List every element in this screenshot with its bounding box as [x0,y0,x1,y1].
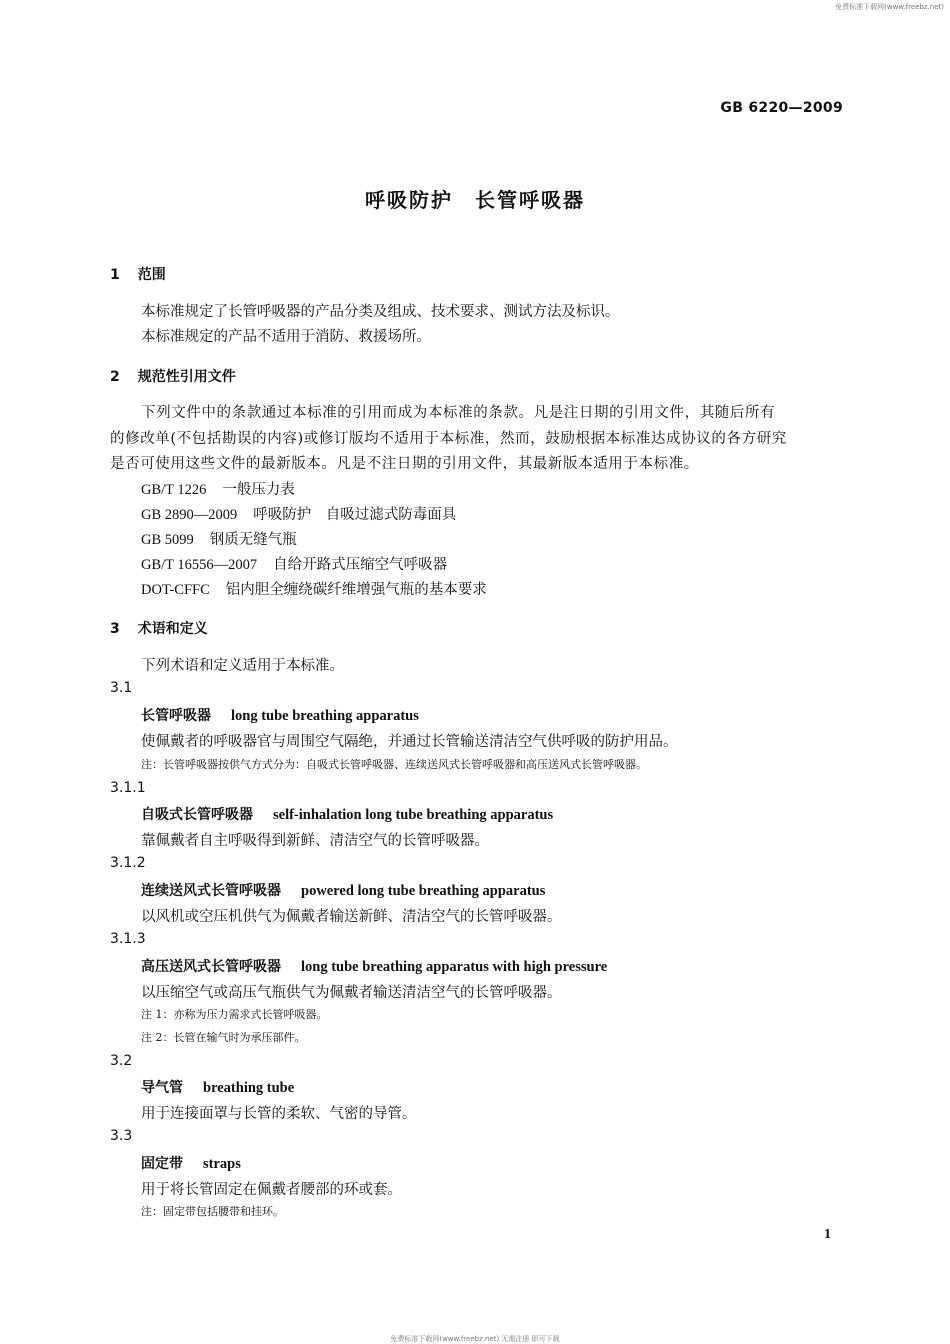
clause-number: 3.3 [110,1128,133,1144]
site-watermark-bottom: 免费标准下载网(www.freebz.net) 无需注册 即可下载 [390,1335,560,1343]
clause-number: 3.1 [110,680,133,696]
standard-code: GB 6220—2009 [720,100,843,116]
reference-item [141,553,447,574]
term-english: long tube breathing apparatus [231,708,419,724]
reference-code: GB/T 1226 [141,482,207,498]
note: 注 2：长管在输气时为承压部件。 [141,1031,306,1044]
reference-title: 一般压力表 [222,482,295,498]
reference-item [141,528,297,549]
document-title: 呼吸防护 长管呼吸器 [365,188,585,212]
term-entry [141,956,607,976]
section-2-heading [110,366,236,386]
section-3-heading [110,618,208,638]
section-number: 2 [110,369,120,385]
term-chinese: 导气管 [141,1080,183,1096]
reference-title: 铝内胆全缠绕碳纤维增强气瓶的基本要求 [225,582,487,598]
reference-title: 钢质无缝气瓶 [209,532,297,548]
section-title: 术语和定义 [137,621,208,637]
term-chinese: 高压送风式长管呼吸器 [141,959,281,975]
reference-item [141,578,487,599]
section-number: 3 [110,621,120,637]
term-chinese: 连续送风式长管呼吸器 [141,883,281,899]
section-title: 规范性引用文件 [137,369,236,385]
term-entry [141,1077,294,1097]
term-definition: 以压缩空气或高压气瓶供气为佩戴者输送清洁空气的长管呼吸器。 [141,985,562,1001]
term-entry [141,804,553,824]
note: 注：固定带包括腰带和挂环。 [141,1205,284,1218]
clause-number: 3.1.3 [110,931,146,947]
term-definition: 用于连接面罩与长管的柔软、气密的导管。 [141,1106,417,1122]
reference-code: GB/T 16556—2007 [141,557,258,573]
term-entry [141,705,419,725]
paragraph: 本标准规定的产品不适用于消防、救援场所。 [141,329,431,345]
paragraph-line: 是否可使用这些文件的最新版本。凡是不注日期的引用文件，其最新版本适用于本标准。 [110,456,699,472]
clause-number: 3.1.2 [110,855,146,871]
paragraph-line: 下列文件中的条款通过本标准的引用而成为本标准的条款。凡是注日期的引用文件，其随后所有 [141,405,776,421]
reference-code: GB 5099 [141,532,194,548]
clause-number: 3.1.1 [110,780,146,796]
term-entry [141,880,545,900]
note: 注 1：亦称为压力需求式长管呼吸器。 [141,1008,328,1021]
term-english: powered long tube breathing apparatus [301,883,546,899]
section-title: 范围 [137,267,166,283]
note: 注：长管呼吸器按供气方式分为：自吸式长管呼吸器、连续送风式长管呼吸器和高压送风式长管呼吸器。 [141,758,647,771]
term-definition: 以风机或空压机供气为佩戴者输送新鲜、清洁空气的长管呼吸器。 [141,909,562,925]
reference-code: GB 2890—2009 [141,507,238,523]
reference-title: 呼吸防护 自吸过滤式防毒面具 [253,507,457,523]
term-english: breathing tube [203,1080,295,1096]
term-definition: 靠佩戴者自主呼吸得到新鲜、清洁空气的长管呼吸器。 [141,833,489,849]
reference-item [141,478,295,499]
page-number: 1 [824,1227,831,1242]
reference-item [141,503,456,524]
term-chinese: 自吸式长管呼吸器 [141,807,253,823]
paragraph-line: 的修改单(不包括勘误的内容)或修订版均不适用于本标准，然而，鼓励根据本标准达成协议的各方研究 [110,431,787,447]
term-english: self-inhalation long tube breathing apparatus [273,807,554,823]
section-number: 1 [110,267,120,283]
term-definition: 使佩戴者的呼吸器官与周围空气隔绝，并通过长管输送清洁空气供呼吸的防护用品。 [141,734,678,750]
term-chinese: 长管呼吸器 [141,708,211,724]
reference-code: DOT-CFFC [141,582,210,598]
site-watermark-top: 免费标准下载网(www.freebz.net) [835,3,944,11]
term-entry [141,1153,241,1173]
term-english: straps [203,1156,241,1172]
paragraph: 本标准规定了长管呼吸器的产品分类及组成、技术要求、测试方法及标识。 [141,304,620,320]
paragraph: 下列术语和定义适用于本标准。 [141,658,344,674]
term-english: long tube breathing apparatus with high pressure [301,959,608,975]
clause-number: 3.2 [110,1053,133,1069]
section-1-heading [110,264,166,284]
term-definition: 用于将长管固定在佩戴者腰部的环或套。 [141,1182,402,1198]
term-chinese: 固定带 [141,1156,183,1172]
reference-title: 自给开路式压缩空气呼吸器 [273,557,448,573]
